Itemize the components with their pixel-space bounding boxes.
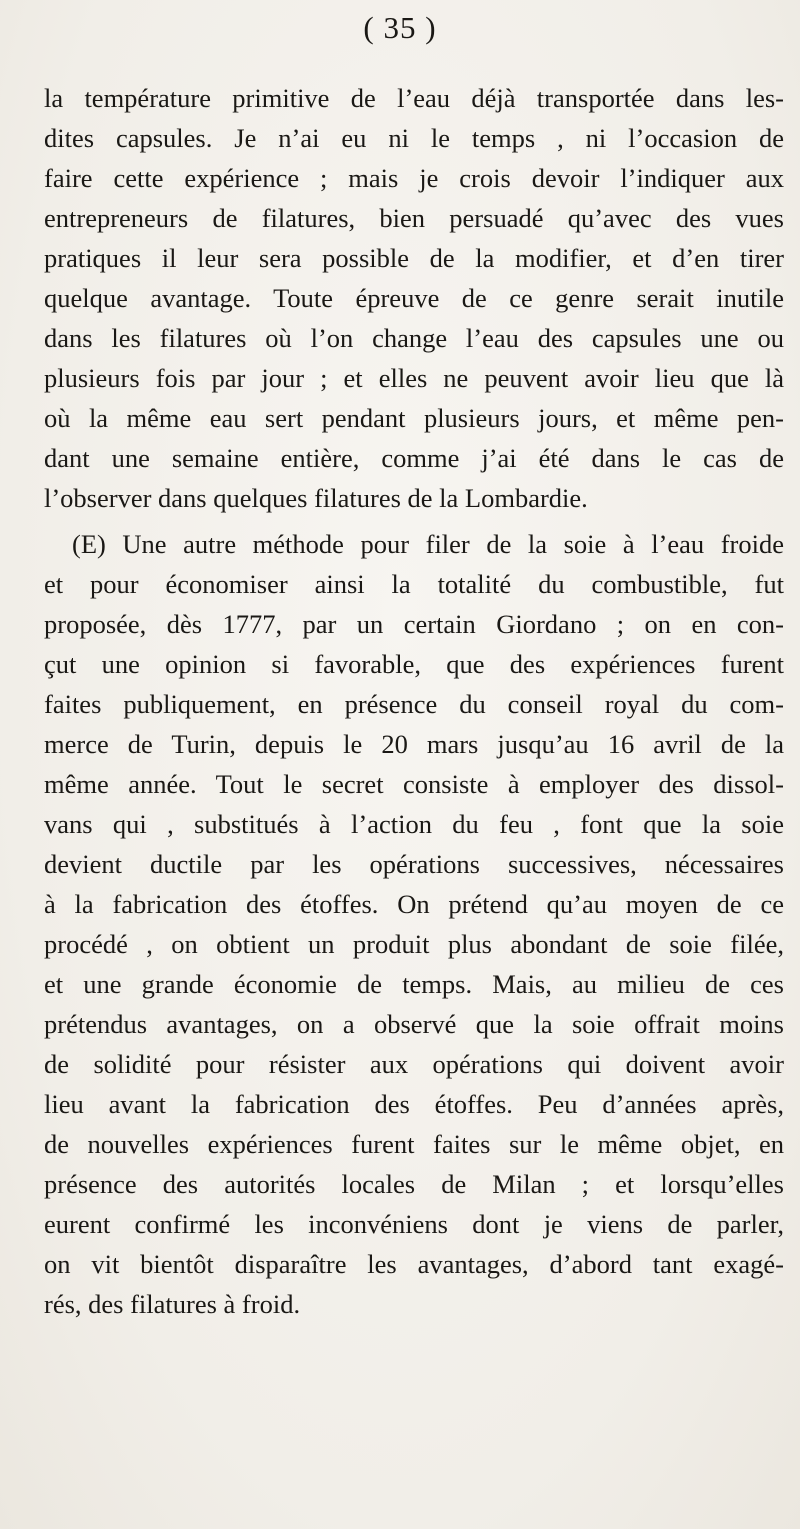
text-line: prétendus avantages, on a observé que la soie offrait moins: [44, 1009, 784, 1039]
text-line: même année. Tout le secret consiste à employer des dissol-: [44, 769, 784, 799]
text-line: présence des autorités locales de Milan ; et lorsqu’elles: [44, 1169, 784, 1199]
text-line: et pour économiser ainsi la totalité du combustible, fut: [44, 569, 784, 599]
text-line: dans les filatures où l’on change l’eau des capsules une ou: [44, 323, 784, 353]
text-line: de solidité pour résister aux opérations qui doivent avoir: [44, 1049, 784, 1079]
text-line: devient ductile par les opérations successives, nécessaires: [44, 849, 784, 879]
text-line: de nouvelles expériences furent faites sur le même objet, en: [44, 1129, 784, 1159]
text-line: entrepreneurs de filatures, bien persuadé qu’avec des vues: [44, 203, 784, 233]
body-text: [44, 78, 784, 1324]
text-line: on vit bientôt disparaître les avantages, d’abord tant exagé-: [44, 1249, 784, 1279]
text-line: où la même eau sert pendant plusieurs jours, et même pen-: [44, 403, 784, 433]
text-line: vans qui , substitués à l’action du feu , font que la soie: [44, 809, 784, 839]
text-line: çut une opinion si favorable, que des expériences furent: [44, 649, 784, 679]
paragraph-1: [44, 78, 784, 518]
text-line: la température primitive de l’eau déjà transportée dans les-: [44, 83, 784, 113]
text-line: dites capsules. Je n’ai eu ni le temps , ni l’occasion de: [44, 123, 784, 153]
text-line: lieu avant la fabrication des étoffes. Peu d’années après,: [44, 1089, 784, 1119]
text-line: dant une semaine entière, comme j’ai été dans le cas de: [44, 443, 784, 473]
text-line: proposée, dès 1777, par un certain Giordano ; on en con-: [44, 609, 784, 639]
text-line: rés, des filatures à froid.: [44, 1289, 301, 1319]
text-line: pratiques il leur sera possible de la modifier, et d’en tirer: [44, 243, 784, 273]
text-line: l’observer dans quelques filatures de la Lombardie.: [44, 483, 588, 513]
text-line: quelque avantage. Toute épreuve de ce genre serait inutile: [44, 283, 784, 313]
text-line: eurent confirmé les inconvéniens dont je viens de parler,: [44, 1209, 784, 1239]
page-number: ( 35 ): [363, 10, 437, 45]
text-line: procédé , on obtient un produit plus abondant de soie filée,: [44, 929, 784, 959]
text-line: merce de Turin, depuis le 20 mars jusqu’au 16 avril de la: [44, 729, 784, 759]
paragraph-2: [44, 524, 784, 1324]
text-line: et une grande économie de temps. Mais, au milieu de ces: [44, 969, 784, 999]
text-line: à la fabrication des étoffes. On prétend qu’au moyen de ce: [44, 889, 784, 919]
text-line: plusieurs fois par jour ; et elles ne peuvent avoir lieu que là: [44, 363, 784, 393]
text-line: (E) Une autre méthode pour filer de la soie à l’eau froide: [72, 529, 784, 559]
text-line: faites publiquement, en présence du conseil royal du com-: [44, 689, 784, 719]
text-line: faire cette expérience ; mais je crois devoir l’indiquer aux: [44, 163, 784, 193]
